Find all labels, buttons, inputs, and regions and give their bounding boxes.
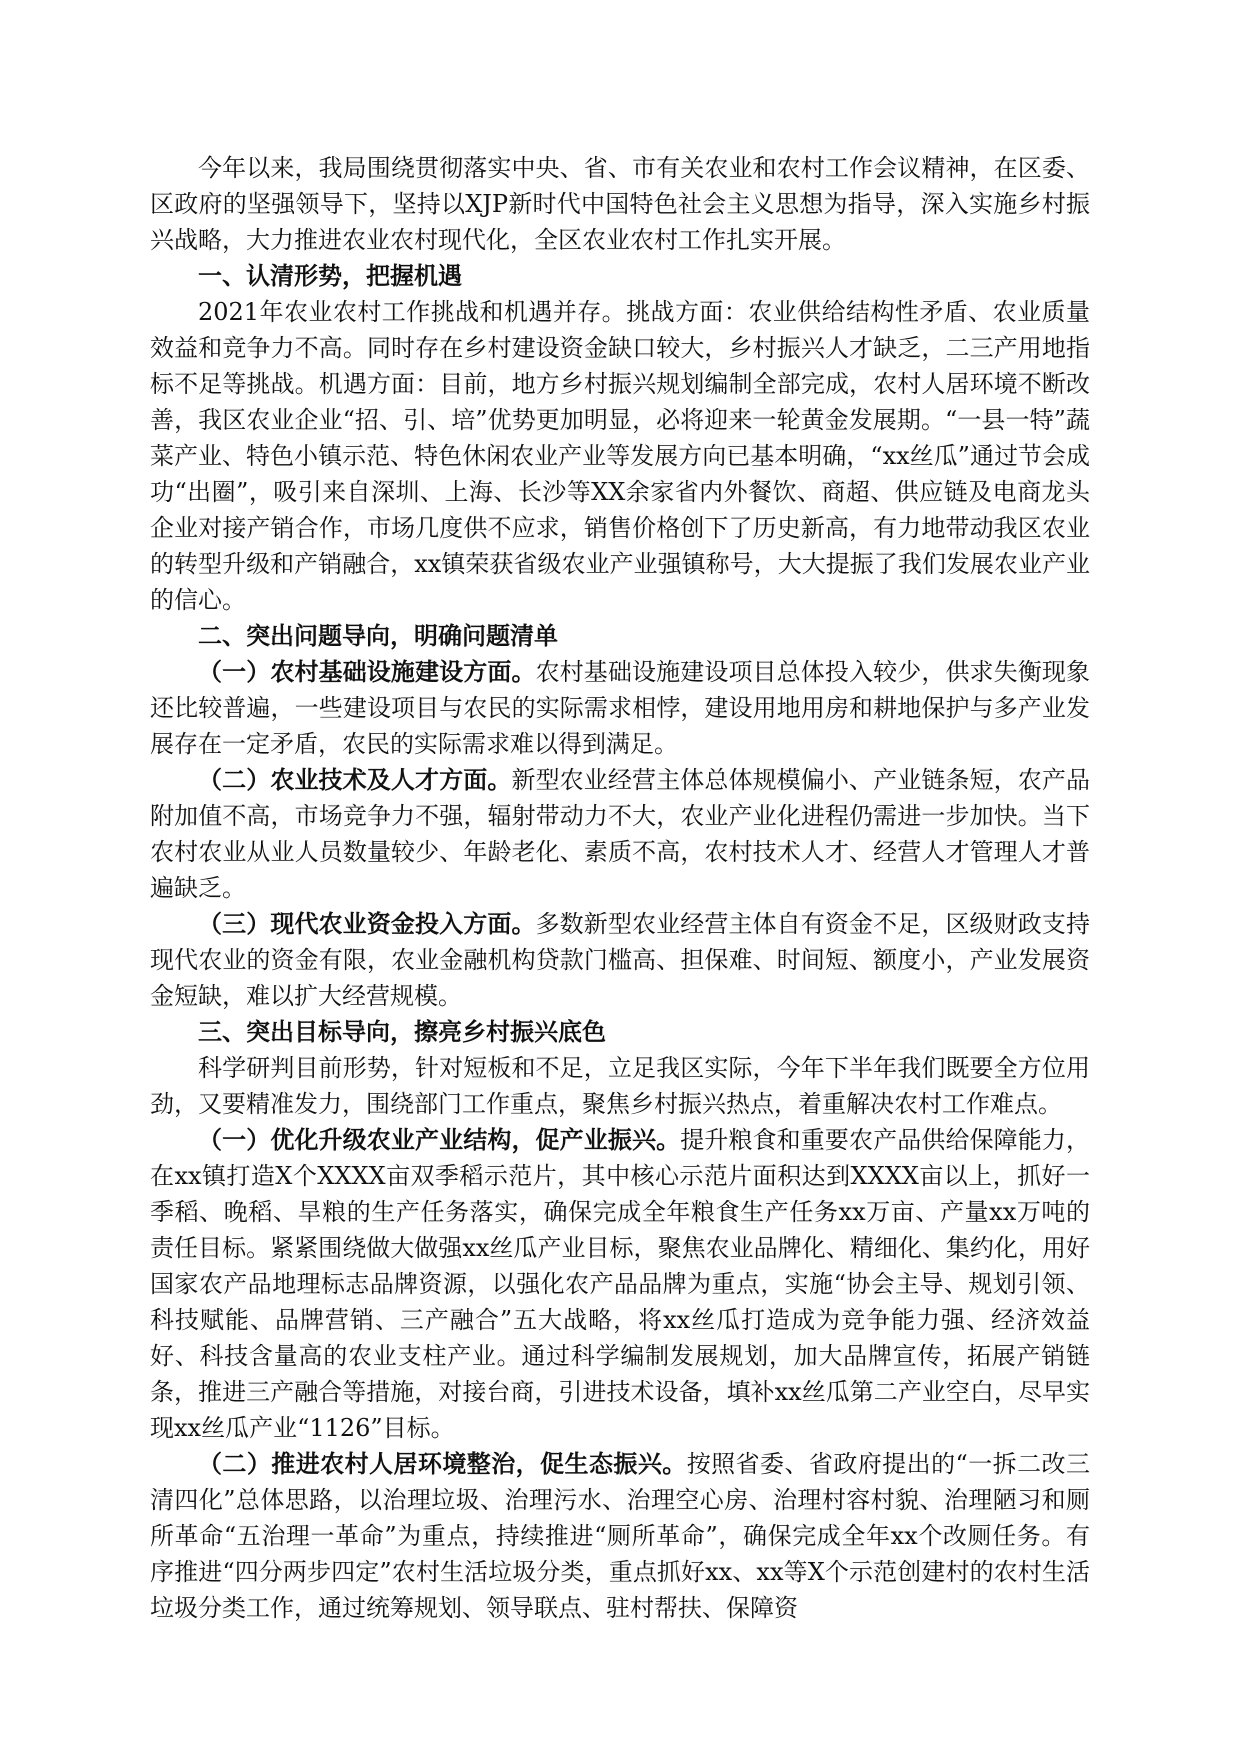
item-body: 新型农业经营主体总体规模偏小、产业链条短，农产品附加值不高，市场竞争力不强，辐射带动力不大，农业产业化进程仍需进一步加快。当下农村农业从业人员数量较少、年龄老化、素质不高，农村技术人才、经营人才管理人才普遍缺乏。 xyxy=(150,766,1091,902)
section-1-paragraph: 2021年农业农村工作挑战和机遇并存。挑战方面：农业供给结构性矛盾、农业质量效益和竞争力不高。同时存在乡村建设资金缺口较大，乡村振兴人才缺乏，二三产用地指标不足等挑战。机遇方面：目前，地方乡村振兴规划编制全部完成，农村人居环境不断改善，我区农业企业“招、引、培”优势更加明显，必将迎来一轮黄金发展期。“一县一特”蔬菜产业、特色小镇示范、特色休闲农业产业等发展方向已基本明确，“xx丝瓜”通过节会成功“出圈”，吸引来自深圳、上海、长沙等XX余家省内外餐饮、商超、供应链及电商龙头企业对接产销合作，市场几度供不应求，销售价格创下了历史新高，有力地带动我区农业的转型升级和产销融合，xx镇荣获省级农业产业强镇称号，大大提振了我们发展农业产业的信心。 xyxy=(150,298,1090,614)
section-3-heading: 三、突出目标导向，擦亮乡村振兴底色 xyxy=(198,1017,606,1046)
item-body: 按照省委、省政府提出的“一拆二改三清四化”总体思路，以治理垃圾、治理污水、治理空心房、治理村容村貌、治理陋习和厕所革命“五治理一革命”为重点，持续推进“厕所革命”，确保完成全年xx个改厕任务。有序推进“四分两步四定”农村生活垃圾分类，重点抓好xx、xx等X个示范创建村的农村生活垃圾分类工作，通过统筹规划、领导联点、驻村帮扶、保障资 xyxy=(150,1450,1090,1622)
item-lead: （一）优化升级农业产业结构，促产业振兴。 xyxy=(198,1125,681,1154)
section-2-item-2 xyxy=(150,762,1090,906)
item-lead: （一）农村基础设施建设方面。 xyxy=(198,657,536,686)
section-2-item-3 xyxy=(150,906,1090,1014)
item-lead: （三）现代农业资金投入方面。 xyxy=(198,909,536,938)
item-body: 多数新型农业经营主体自有资金不足，区级财政支持现代农业的资金有限，农业金融机构贷款门槛高、担保难、时间短、额度小，产业发展资金短缺，难以扩大经营规模。 xyxy=(150,910,1091,1010)
item-body: 农村基础设施建设项目总体投入较少，供求失衡现象还比较普遍，一些建设项目与农民的实际需求相悖，建设用地用房和耕地保护与多产业发展存在一定矛盾，农民的实际需求难以得到满足。 xyxy=(150,658,1091,758)
section-1-heading: 一、认清形势，把握机遇 xyxy=(198,261,462,290)
intro-paragraph: 今年以来，我局围绕贯彻落实中央、省、市有关农业和农村工作会议精神，在区委、区政府的坚强领导下，坚持以XJP新时代中国特色社会主义思想为指导，深入实施乡村振兴战略，大力推进农业农村现代化，全区农业农村工作扎实开展。 xyxy=(150,154,1090,254)
section-3-item-1 xyxy=(150,1122,1090,1446)
section-2-heading: 二、突出问题导向，明确问题清单 xyxy=(198,621,558,650)
item-body: 提升粮食和重要农产品供给保障能力，在xx镇打造X个XXXX亩双季稻示范片，其中核心示范片面积达到XXXX亩以上，抓好一季稻、晚稻、旱粮的生产任务落实，确保完成全年粮食生产任务xx万亩、产量xx万吨的责任目标。紧紧围绕做大做强xx丝瓜产业目标，聚焦农业品牌化、精细化、集约化，用好国家农产品地理标志品牌资源，以强化农产品品牌为重点，实施“协会主导、规划引领、科技赋能、品牌营销、三产融合”五大战略，将xx丝瓜打造成为竞争能力强、经济效益好、科技含量高的农业支柱产业。通过科学编制发展规划，加大品牌宣传，拓展产销链条，推进三产融合等措施，对接台商，引进技术设备，填补xx丝瓜第二产业空白，尽早实现xx丝瓜产业“1126”目标。 xyxy=(150,1126,1091,1442)
section-3-paragraph: 科学研判目前形势，针对短板和不足，立足我区实际，今年下半年我们既要全方位用劲，又要精准发力，围绕部门工作重点，聚焦乡村振兴热点，着重解决农村工作难点。 xyxy=(150,1054,1090,1118)
document-page xyxy=(150,150,1090,1626)
item-lead: （二）农业技术及人才方面。 xyxy=(198,765,512,794)
section-3-item-2 xyxy=(150,1446,1090,1626)
item-lead: （二）推进农村人居环境整治，促生态振兴。 xyxy=(198,1449,687,1478)
section-2-item-1 xyxy=(150,654,1090,762)
